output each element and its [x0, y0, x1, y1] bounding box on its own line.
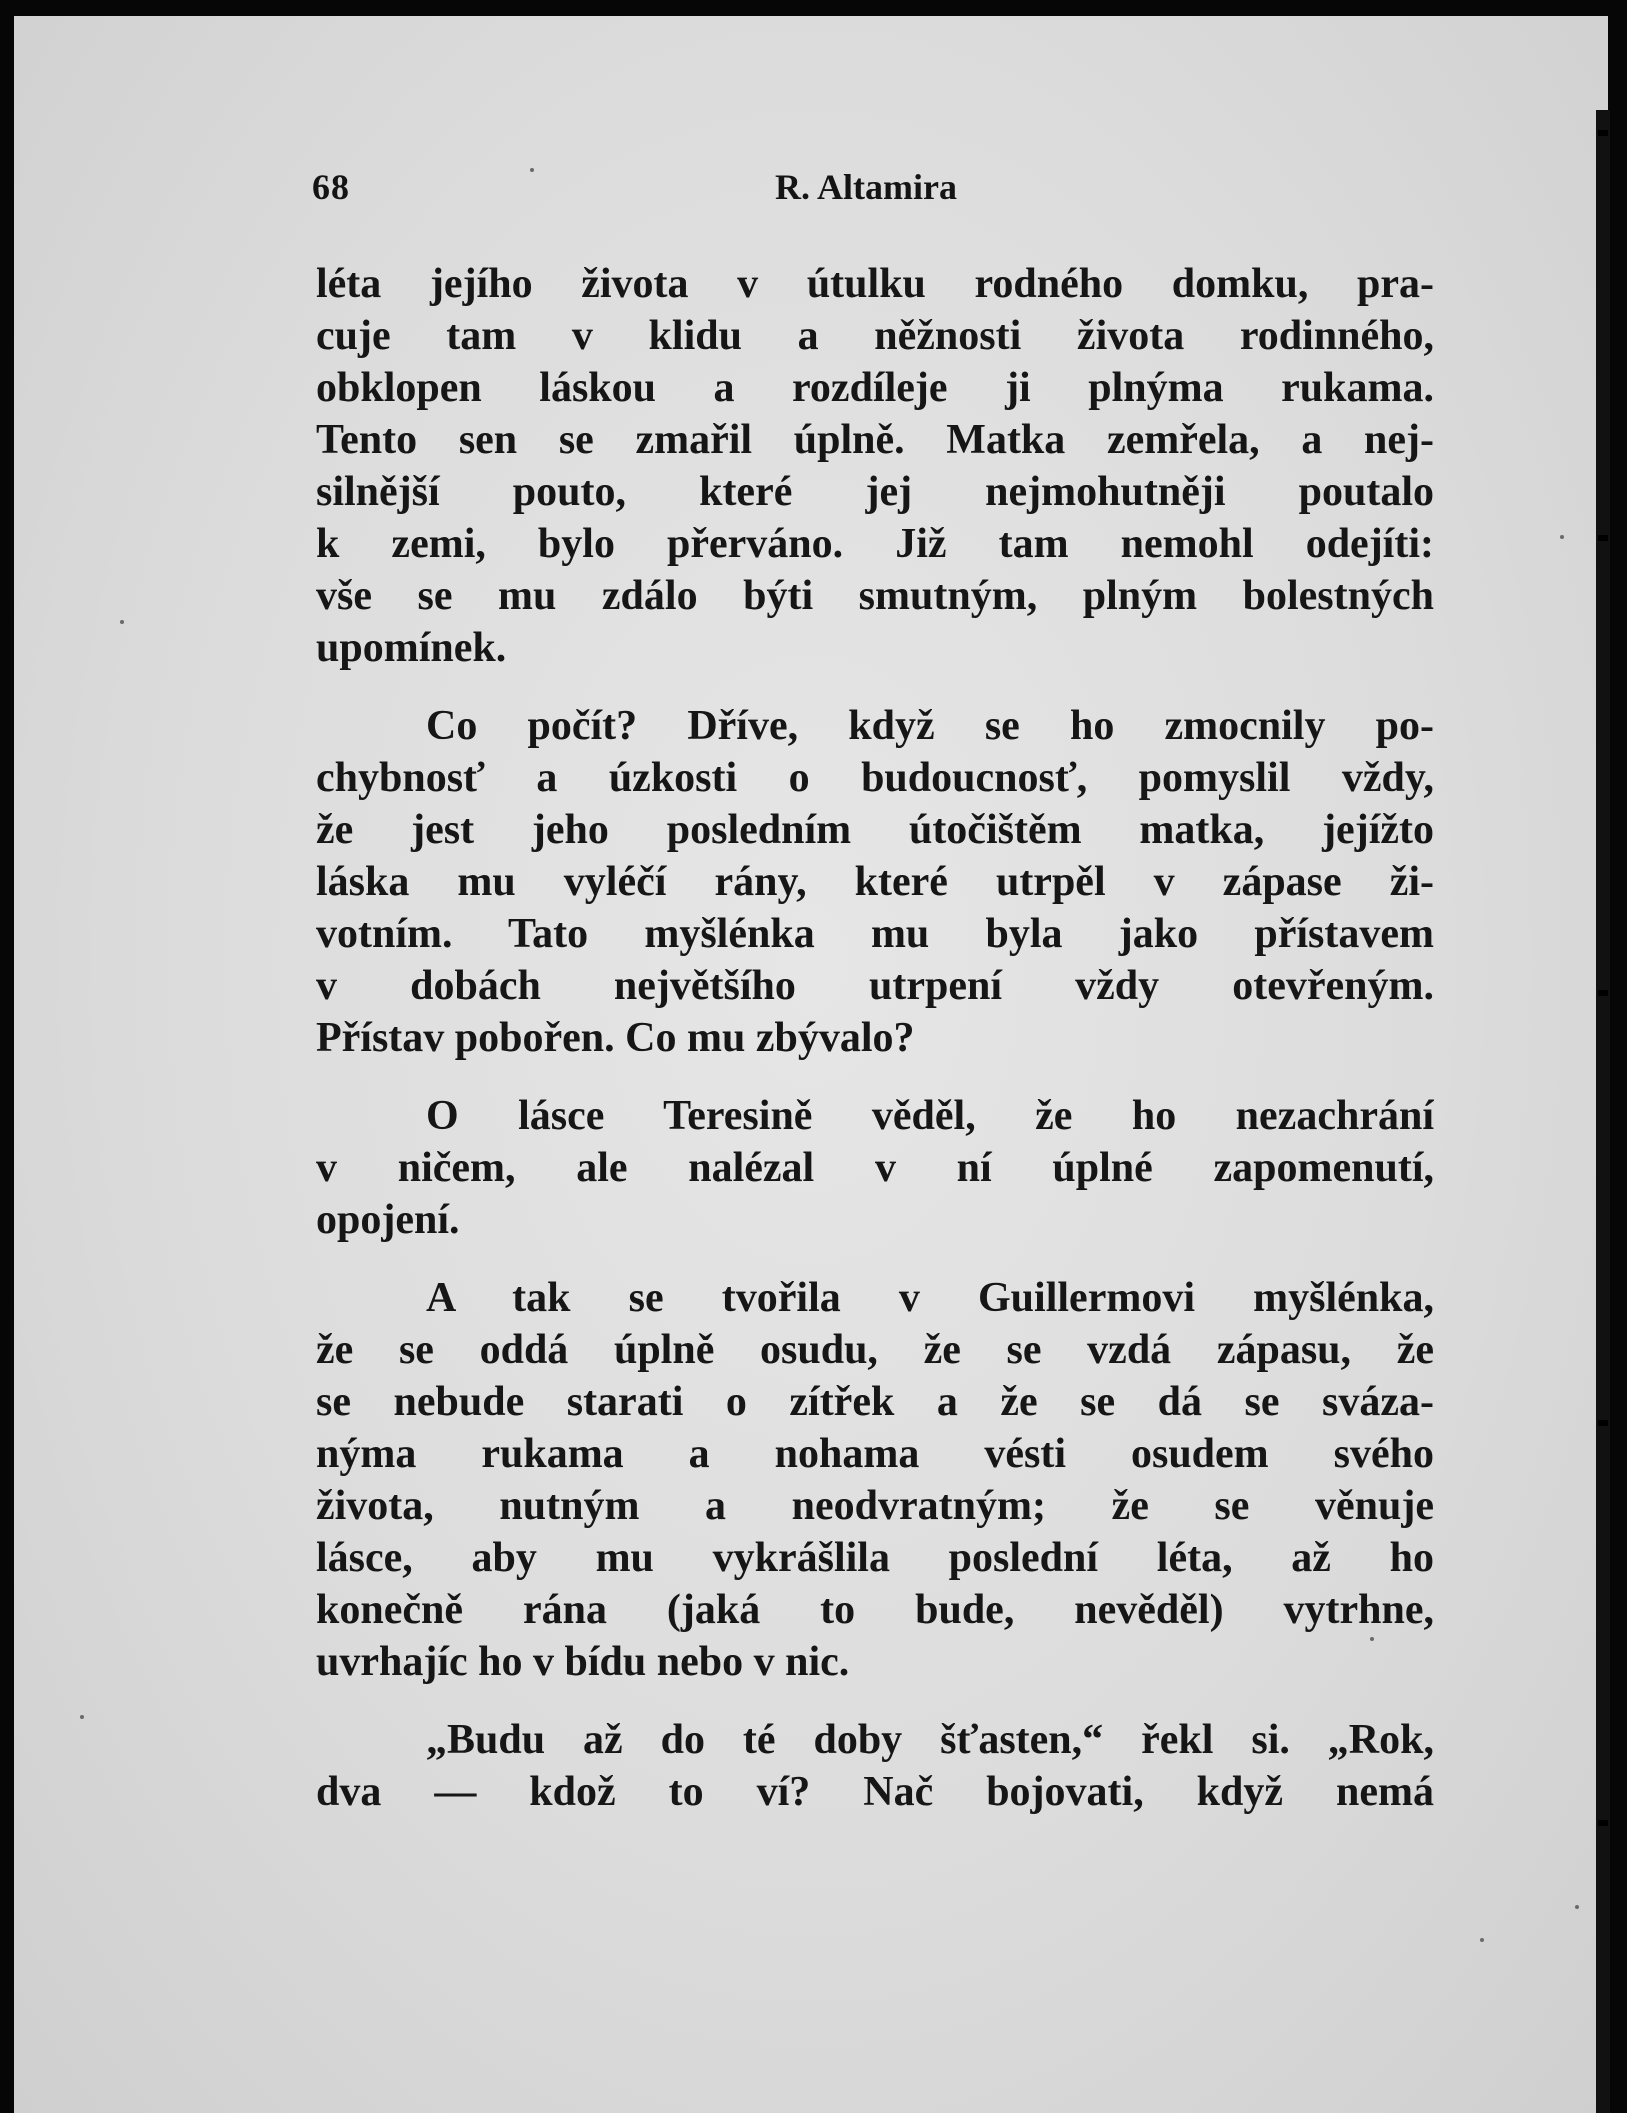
text-line: silnější pouto, které jej nejmohutněji poutalo: [316, 469, 1434, 515]
text-line: se nebude starati o zítřek a že se dá se sváza-: [316, 1379, 1434, 1425]
text-line: Co počít? Dříve, když se ho zmocnily po-: [426, 703, 1434, 749]
text-line: v dobách největšího utrpení vždy otevřeným.: [316, 963, 1434, 1009]
page-edge-mark: [1598, 130, 1608, 136]
paragraph: [316, 1714, 1434, 1818]
page-header: [0, 166, 1627, 216]
text-line: O lásce Teresině věděl, že ho nezachrání: [426, 1093, 1434, 1139]
paper-speck: [80, 1715, 84, 1719]
text-line: votním. Tato myšlénka mu byla jako přístavem: [316, 911, 1434, 957]
page-edge-mark: [1598, 1820, 1608, 1826]
text-line: „Budu až do té doby šťasten,“ řekl si. „Rok,: [426, 1717, 1434, 1763]
page-edge-mark: [1598, 535, 1608, 541]
text-line: Tento sen se zmařil úplně. Matka zemřela, a nej-: [316, 417, 1434, 463]
page-edge-shadow: [1596, 110, 1610, 2113]
text-line: uvrhajíc ho v bídu nebo v nic.: [316, 1639, 850, 1685]
text-line: upomínek.: [316, 625, 507, 671]
text-line: že jest jeho posledním útočištěm matka, jejížto: [316, 807, 1434, 853]
page-edge-mark: [1598, 990, 1608, 996]
paragraph: [316, 1090, 1434, 1246]
text-line: nýma rukama a nohama vésti osudem svého: [316, 1431, 1434, 1477]
text-line: obklopen láskou a rozdíleje ji plnýma rukama.: [316, 365, 1434, 411]
paper-speck: [1575, 1905, 1579, 1909]
paper-speck: [120, 620, 124, 624]
paragraph: [316, 700, 1434, 1064]
text-line: léta jejího života v útulku rodného domku, pra-: [316, 261, 1434, 307]
text-line: A tak se tvořila v Guillermovi myšlénka,: [426, 1275, 1434, 1321]
text-line: Přístav pobořen. Co mu zbývalo?: [316, 1015, 915, 1061]
paper-speck: [1560, 535, 1564, 539]
text-line: konečně rána (jaká to bude, nevěděl) vytrhne,: [316, 1587, 1434, 1633]
body-text: [316, 258, 1434, 1818]
running-head: R. Altamira: [775, 167, 957, 207]
text-line: láska mu vyléčí rány, které utrpěl v zápase ži-: [316, 859, 1434, 905]
page-number: 68: [312, 167, 350, 207]
text-line: dva — kdož to ví? Nač bojovati, když nemá: [316, 1769, 1434, 1815]
page-edge-mark: [1598, 1420, 1608, 1426]
text-line: v ničem, ale nalézal v ní úplné zapomenutí,: [316, 1145, 1434, 1191]
text-line: opojení.: [316, 1197, 460, 1243]
paragraph: [316, 258, 1434, 674]
text-line: chybnosť a úzkosti o budoucnosť, pomyslil vždy,: [316, 755, 1434, 801]
text-line: cuje tam v klidu a něžnosti života rodinného,: [316, 313, 1434, 359]
paragraph: [316, 1272, 1434, 1688]
text-line: k zemi, bylo přerváno. Již tam nemohl odejíti:: [316, 521, 1434, 567]
text-line: že se oddá úplně osudu, že se vzdá zápasu, že: [316, 1327, 1434, 1373]
paper-speck: [1480, 1938, 1484, 1942]
text-line: lásce, aby mu vykrášlila poslední léta, až ho: [316, 1535, 1434, 1581]
text-line: života, nutným a neodvratným; že se věnuje: [316, 1483, 1434, 1529]
text-line: vše se mu zdálo býti smutným, plným bolestných: [316, 573, 1434, 619]
